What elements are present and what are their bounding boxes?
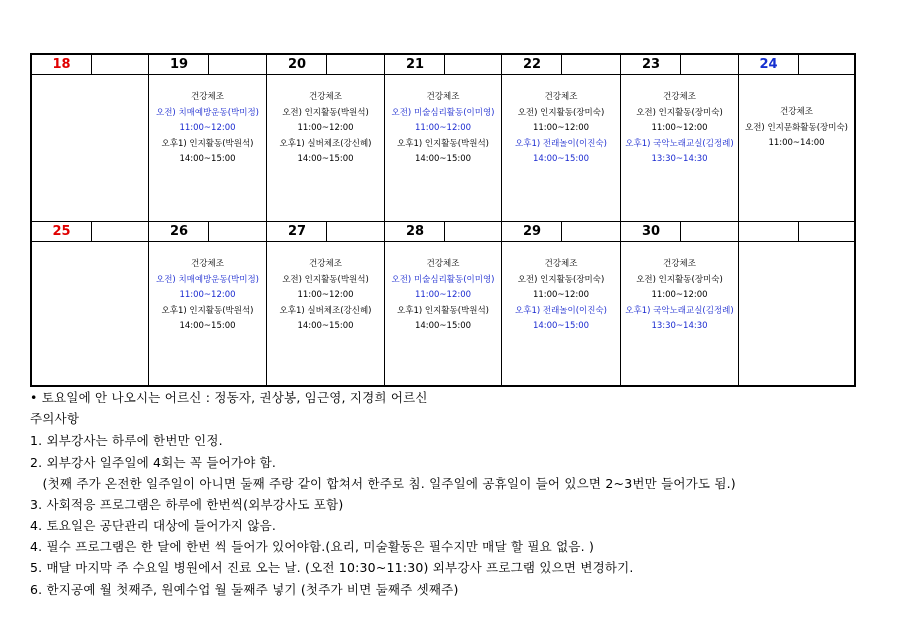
calendar-day-cell	[739, 222, 854, 386]
program-session: 오전) 미술심리활동(이미영)	[391, 274, 495, 285]
program-title: 건강체조	[544, 92, 578, 102]
day-header	[385, 55, 501, 75]
note-item: 3. 사회적응 프로그램은 하루에 한번씩(외부강사도 포함)	[30, 497, 344, 512]
day-number: 21	[385, 55, 445, 74]
program-session: 오전) 치매예방운동(박미정)	[156, 107, 259, 118]
day-header	[267, 55, 384, 75]
program-session: 오전) 인지활동(박원석)	[282, 107, 369, 118]
day-number: 18	[32, 55, 92, 74]
program-title: 건강체조	[309, 92, 342, 102]
program-time: 14:00~15:00	[532, 154, 590, 164]
schedule-calendar	[30, 53, 856, 387]
calendar-day-cell	[32, 222, 149, 386]
day-number: 19	[149, 55, 209, 74]
day-header	[621, 55, 738, 75]
program-session: 오전) 인지활동(장미숙)	[517, 107, 605, 118]
program-time: 14:00~15:00	[297, 321, 354, 331]
program-session: 오전) 인지활동(장미숙)	[636, 274, 723, 285]
program-session: 오후1) 전래놀이(이진숙)	[515, 138, 607, 149]
day-header	[32, 55, 148, 75]
program-title: 건강체조	[663, 92, 696, 102]
program-time: 11:00~12:00	[532, 123, 590, 133]
program-time: 13:30~14:30	[651, 154, 708, 164]
day-schedule	[502, 242, 620, 386]
program-session: 오후1) 실버체조(강신혜)	[279, 305, 372, 316]
program-session: 오전) 인지활동(장미숙)	[636, 107, 723, 118]
program-title: 건강체조	[191, 92, 224, 102]
calendar-week	[32, 221, 854, 386]
program-time: 14:00~15:00	[414, 321, 472, 331]
program-title: 건강체조	[191, 259, 224, 269]
day-schedule	[149, 75, 266, 221]
program-title: 건강체조	[544, 259, 578, 269]
calendar-day-cell	[621, 55, 739, 221]
day-header	[502, 55, 620, 75]
day-header	[32, 222, 148, 242]
program-session: 오전) 인지활동(장미숙)	[517, 274, 605, 285]
note-item: 6. 한지공예 월 첫째주, 원예수업 월 둘째주 넣기 (첫주가 비면 둘째주 셋째주)	[30, 582, 459, 597]
calendar-day-cell	[739, 55, 854, 221]
day-number: 22	[502, 55, 562, 74]
day-schedule	[385, 75, 501, 221]
note-item: 4. 토요일은 공단관리 대상에 들어가지 않음.	[30, 518, 277, 533]
note-item: 2. 외부강사 일주일에 4회는 꼭 들어가야 함.	[30, 455, 277, 470]
program-time: 13:30~14:30	[651, 321, 708, 331]
day-schedule	[32, 75, 148, 221]
program-session: 오후1) 인지활동(박원석)	[161, 305, 254, 316]
program-title: 건강체조	[309, 259, 342, 269]
program-session: 오후1) 인지활동(박원석)	[397, 305, 489, 316]
program-session: 오전) 미술심리활동(이미영)	[391, 107, 495, 118]
day-header	[385, 222, 501, 242]
program-time: 11:00~12:00	[297, 123, 354, 133]
calendar-week	[32, 55, 854, 221]
day-schedule	[621, 75, 738, 221]
program-time: 14:00~15:00	[179, 321, 236, 331]
program-time: 11:00~12:00	[179, 123, 236, 133]
program-time: 14:00~15:00	[532, 321, 590, 331]
day-schedule	[267, 242, 384, 386]
calendar-day-cell	[502, 55, 621, 221]
calendar-day-cell	[621, 222, 739, 386]
program-time: 11:00~12:00	[297, 290, 354, 300]
note-item: (첫째 주가 온전한 일주일이 아니면 둘째 주랑 같이 합쳐서 한주로 침. 일주일에 공휴일이 들어 있으면 2~3번만 들어가도 됨.)	[30, 476, 736, 491]
day-number: 20	[267, 55, 327, 74]
day-header	[739, 55, 854, 75]
notes-heading: 주의사항	[30, 411, 80, 426]
day-number: 27	[267, 222, 327, 241]
note-item: 1. 외부강사는 하루에 한번만 인정.	[30, 433, 223, 448]
day-schedule	[621, 242, 738, 386]
day-schedule	[32, 242, 148, 386]
calendar-day-cell	[267, 55, 385, 221]
calendar-day-cell	[149, 222, 267, 386]
program-time: 11:00~12:00	[651, 290, 708, 300]
day-schedule	[739, 75, 854, 221]
day-schedule	[385, 242, 501, 386]
day-number: 23	[621, 55, 681, 74]
day-number: 24	[739, 55, 799, 74]
program-session: 오전) 인지활동(박원석)	[282, 274, 369, 285]
day-schedule	[502, 75, 620, 221]
program-time: 11:00~12:00	[414, 290, 472, 300]
program-time: 14:00~15:00	[297, 154, 354, 164]
day-schedule	[149, 242, 266, 386]
day-number	[739, 222, 799, 241]
day-number: 28	[385, 222, 445, 241]
calendar-day-cell	[32, 55, 149, 221]
day-number: 25	[32, 222, 92, 241]
note-item: 4. 필수 프로그램은 한 달에 한번 씩 들어가 있어야함.(요리, 미술활동은 필수지만 매달 할 필요 없음. )	[30, 539, 595, 554]
day-header	[149, 222, 266, 242]
day-header	[267, 222, 384, 242]
program-time: 11:00~12:00	[179, 290, 236, 300]
program-title: 건강체조	[426, 92, 460, 102]
day-header	[621, 222, 738, 242]
program-session: 오후1) 인지활동(박원석)	[161, 138, 254, 149]
program-session: 오후1) 인지활동(박원석)	[397, 138, 489, 149]
program-time: 11:00~12:00	[414, 123, 472, 133]
program-title: 건강체조	[426, 259, 460, 269]
program-session: 오후1) 국악노래교실(김정례)	[625, 138, 734, 149]
calendar-day-cell	[385, 55, 502, 221]
program-time: 11:00~14:00	[768, 138, 825, 148]
calendar-day-cell	[149, 55, 267, 221]
day-number: 30	[621, 222, 681, 241]
absentee-note: • 토요일에 안 나오시는 어르신 : 정동자, 권상봉, 임근영, 지경희 어르신	[30, 390, 428, 405]
program-title: 건강체조	[780, 107, 813, 117]
program-time: 14:00~15:00	[179, 154, 236, 164]
program-session: 오후1) 전래놀이(이진숙)	[515, 305, 607, 316]
program-session: 오후1) 국악노래교실(김정례)	[625, 305, 734, 316]
calendar-day-cell	[385, 222, 502, 386]
program-session: 오전) 치매예방운동(박미정)	[156, 274, 259, 285]
day-header	[502, 222, 620, 242]
calendar-day-cell	[267, 222, 385, 386]
program-session: 오후1) 실버체조(강신혜)	[279, 138, 372, 149]
day-schedule	[739, 242, 854, 386]
program-time: 11:00~12:00	[651, 123, 708, 133]
day-number: 29	[502, 222, 562, 241]
program-title: 건강체조	[663, 259, 696, 269]
program-session: 오전) 인지문화활동(장미숙)	[745, 122, 848, 133]
program-time: 11:00~12:00	[532, 290, 590, 300]
note-item: 5. 매달 마지막 주 수요일 병원에서 진료 오는 날. (오전 10:30~11:30) 외부강사 프로그램 있으면 변경하기.	[30, 560, 634, 575]
day-number: 26	[149, 222, 209, 241]
day-schedule	[267, 75, 384, 221]
program-time: 14:00~15:00	[414, 154, 472, 164]
day-header	[149, 55, 266, 75]
day-header	[739, 222, 854, 242]
calendar-day-cell	[502, 222, 621, 386]
